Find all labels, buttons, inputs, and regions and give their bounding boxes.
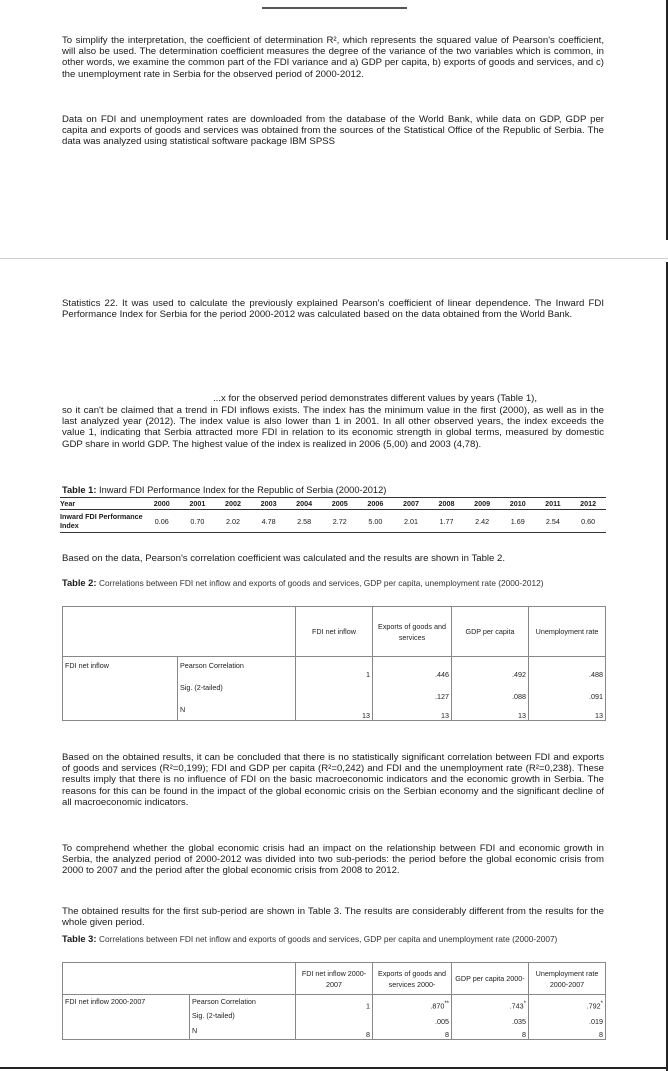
- table3-value: .743: [509, 1001, 524, 1011]
- table1-year: 2000: [144, 498, 180, 510]
- table2-caption-label: Table 2:: [62, 578, 97, 588]
- table2-header: Unemployment rate: [529, 607, 606, 657]
- paragraph-data-sources: Data on FDI and unemployment rates are downloaded from the database of the World Bank, while data on GDP, GDP per capita and exports of goods and services was obtained from the sources of the Statistical Office of the Republic of Serbia. The data was analyzed using statistical software package IBM SPSS: [62, 114, 604, 148]
- table2-stat-label: N: [178, 701, 296, 721]
- table2-cell: .492: [452, 657, 529, 679]
- table3: [62, 962, 606, 1040]
- table1-value: 2.58: [286, 510, 322, 533]
- page-break-line: [0, 258, 668, 259]
- table1-row-label: Inward FDI Performance Index: [60, 510, 144, 533]
- table3-pearson-row: [63, 995, 606, 1011]
- table3-header: Unemployment rate 2000-2007: [529, 963, 606, 995]
- table1-year: 2002: [215, 498, 251, 510]
- table3-value: .792: [586, 1001, 601, 1011]
- table1-value: 2.54: [536, 510, 571, 533]
- table2-cell: .446: [373, 657, 452, 679]
- table3-value: 1: [366, 1001, 370, 1011]
- table3-header: Exports of goods and services 2000-: [373, 963, 452, 995]
- table2-cell: [296, 679, 373, 701]
- table1-value: 0.06: [144, 510, 180, 533]
- table3-caption: [62, 934, 604, 945]
- table3-cell: [296, 995, 373, 1011]
- table1-caption-label: Table 1:: [62, 485, 97, 495]
- table3-cell: 8: [296, 1026, 373, 1040]
- table2-cell: .088: [452, 679, 529, 701]
- table3-caption-label: Table 3:: [62, 934, 97, 944]
- table3-header: FDI net inflow 2000-2007: [296, 963, 373, 995]
- table3-stat-label: N: [190, 1026, 296, 1040]
- table2-stat-label: Sig. (2-tailed): [178, 679, 296, 701]
- table3-cell: [452, 995, 529, 1011]
- table1-year: 2007: [393, 498, 429, 510]
- table2-cell: 13: [529, 701, 606, 721]
- table3-cell: 8: [373, 1026, 452, 1040]
- table1-value: 2.72: [322, 510, 358, 533]
- table1-year: 2012: [570, 498, 606, 510]
- table2-row-label: FDI net inflow: [63, 657, 178, 721]
- table2: [62, 606, 606, 721]
- table1-year: 2003: [251, 498, 287, 510]
- table1: [60, 497, 606, 533]
- table3-caption-text: Correlations between FDI net inflow and exports of goods and services, GDP per capita and unemployment rate (2000-2007): [99, 934, 558, 944]
- table1-year: 2006: [358, 498, 394, 510]
- table3-stat-label: Pearson Correlation: [190, 995, 296, 1011]
- table1-year: 2009: [464, 498, 500, 510]
- table3-significance-mark: **: [444, 1001, 449, 1008]
- table3-header: GDP per capita 2000-: [452, 963, 529, 995]
- table3-cell: .005: [373, 1011, 452, 1026]
- paragraph-no-correlation: Based on the obtained results, it can be concluded that there is no statistically significant correlation between FDI and exports of goods and services (R²=0,199); FDI and GDP per capita (R²=0,242) and FDI and the unemployment rate (R²=0,238). These results imply that there is no influence of FDI on the basic macroeconomic indicators and the economic growth in Serbia. The reasons for this can be found in the impact of the global economic crisis on the Serbian economy and the significant decline of all macroeconomic indicators.: [62, 752, 604, 808]
- table2-header-row: [63, 607, 606, 657]
- table1-value: 2.02: [215, 510, 251, 533]
- table2-cell: .127: [373, 679, 452, 701]
- table1-year: 2005: [322, 498, 358, 510]
- table3-cell: [296, 1011, 373, 1026]
- table2-cell: .488: [529, 657, 606, 679]
- table1-year-label: Year: [60, 498, 144, 510]
- table2-cell: 13: [373, 701, 452, 721]
- paragraph-sub-periods: To comprehend whether the global economic crisis had an impact on the relationship between FDI and economic growth in Serbia, the analyzed period of 2000-2012 was divided into two sub-periods: the period before the global economic crisis from 2000 to 2007 and the period after the global economic crisis from 2008 to 2012.: [62, 843, 604, 877]
- table1-value: 2.42: [464, 510, 500, 533]
- paragraph-index-values: so it can't be claimed that a trend in FDI inflows exists. The index has the minimum value in the first (2000), as well as in the last analyzed year (2012). The index value is also lower than 1 in 2001. In all other observed years, the index exceeds the value 1, indicating that Serbia attracted more FDI in relation to its economic strength in global terms, measured by domestic GDP share in world GDP. The highest value of the index is realized in 2006 (5,00) and 2003 (4,78).: [62, 405, 604, 450]
- table2-pearson-row: [63, 657, 606, 679]
- paragraph-table3-intro: The obtained results for the first sub-period are shown in Table 3. The results are considerably different from the results for the whole given period.: [62, 906, 604, 929]
- table3-header-row: [63, 963, 606, 995]
- table1-value: 4.78: [251, 510, 287, 533]
- table3-significance-mark: *: [600, 1001, 603, 1008]
- table2-cell: 13: [296, 701, 373, 721]
- table1-caption: [62, 485, 386, 496]
- table1-value: 1.69: [500, 510, 536, 533]
- table3-cell: 8: [452, 1026, 529, 1040]
- table2-cell: .091: [529, 679, 606, 701]
- table2-stat-label: Pearson Correlation: [178, 657, 296, 679]
- table2-cell: 13: [452, 701, 529, 721]
- top-rule: [262, 7, 407, 9]
- table2-caption: [62, 578, 604, 589]
- table3-cell: [373, 995, 452, 1011]
- paragraph-determination: To simplify the interpretation, the coefficient of determination R², which represents the squared value of Pearson's coefficient, will also be used. The determination coefficient measures the degree of the variance of the two variables which is common, in other words, we examine the common part of the FDI variance and a) GDP per capita, b) exports of goods and services, and c) the unemployment rate in Serbia for the observed period of 2000-2012.: [62, 35, 604, 80]
- table1-value: 2.01: [393, 510, 429, 533]
- table2-cell: 1: [296, 657, 373, 679]
- table2-header: FDI net inflow: [296, 607, 373, 657]
- table1-year: 2001: [180, 498, 216, 510]
- table1-value: 0.70: [180, 510, 216, 533]
- table3-cell: [529, 995, 606, 1011]
- table3-cell: 8: [529, 1026, 606, 1040]
- table1-year: 2010: [500, 498, 536, 510]
- paragraph-fragment: ...x for the observed period demonstrates different values by years (Table 1),: [213, 393, 538, 404]
- table1-year: 2004: [286, 498, 322, 510]
- table3-row-label: FDI net inflow 2000-2007: [63, 995, 190, 1040]
- table1-value: 5.00: [358, 510, 394, 533]
- table2-header: Exports of goods and services: [373, 607, 452, 657]
- table2-header: GDP per capita: [452, 607, 529, 657]
- table1-year: 2008: [429, 498, 465, 510]
- table3-stat-label: Sig. (2-tailed): [190, 1011, 296, 1026]
- table3-corner-cell: [63, 963, 296, 995]
- table1-value: 0.60: [570, 510, 606, 533]
- table3-significance-mark: *: [523, 1001, 526, 1008]
- paragraph-spss: Statistics 22. It was used to calculate the previously explained Pearson's coefficient of linear dependence. The Inward FDI Performance Index for Serbia for the period 2000-2012 was calculated based on the data obtained from the World Bank.: [62, 298, 604, 321]
- paragraph-table2-intro: Based on the data, Pearson's correlation coefficient was calculated and the results are shown in Table 2.: [62, 553, 506, 564]
- table3-value: .870: [430, 1001, 445, 1011]
- table1-index-row: [60, 510, 606, 533]
- table3-cell: .035: [452, 1011, 529, 1026]
- bottom-rule: [0, 1067, 668, 1069]
- table1-year-row: [60, 498, 606, 510]
- table1-caption-text: Inward FDI Performance Index for the Republic of Serbia (2000-2012): [99, 485, 387, 495]
- table2-caption-text: Correlations between FDI net inflow and exports of goods and services, GDP per capita, unemployment rate (2000-2012): [99, 578, 544, 588]
- table1-year: 2011: [536, 498, 571, 510]
- table1-value: 1.77: [429, 510, 465, 533]
- table2-corner-cell: [63, 607, 296, 657]
- table3-cell: .019: [529, 1011, 606, 1026]
